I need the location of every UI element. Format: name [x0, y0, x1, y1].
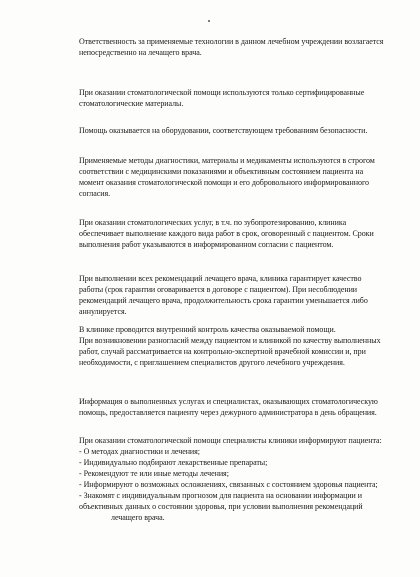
paragraph-line: аннулируется.	[79, 307, 127, 316]
paragraph-certified-materials	[79, 87, 407, 109]
paragraph-line: стоматологические материалы.	[79, 99, 184, 108]
list-item: - О методах диагностики и лечения;	[79, 447, 200, 456]
paragraph-equipment	[79, 125, 407, 136]
paragraph-work-terms	[79, 217, 407, 250]
paragraph-information	[79, 396, 407, 418]
scan-speck	[208, 20, 210, 22]
paragraph-line: обеспечивает выполнение каждого вида работ в срок, оговоренный с пациентом. Сроки	[79, 229, 374, 238]
paragraph-quality-control	[79, 324, 407, 368]
paragraph-line: непосредственно на лечащего врача.	[79, 48, 202, 57]
paragraph-line: В клинике проводится внутренний контроль качества оказываемой помощи.	[79, 325, 336, 334]
paragraph-line: рекомендаций лечащего врача, продолжительность срока гарантии уменьшается либо	[79, 296, 368, 305]
paragraph-line: При возникновении разногласий между пациентом и клиникой по качеству выполненных	[79, 336, 381, 345]
paragraph-line: помощь, предоставляется пациенту через дежурного администратора в день обращения.	[79, 408, 377, 417]
paragraph-line: необходимости, с приглашением специалистов другого лечебного учреждения.	[79, 358, 345, 367]
paragraph-line: работ, случай рассматривается на контрольно-экспертной врачебной комиссии и, при	[79, 347, 366, 356]
patient-information-block	[79, 435, 407, 523]
paragraph-line: момент оказания стоматологической помощи и его добровольного информированного	[79, 178, 369, 187]
paragraph-responsibility	[79, 36, 407, 58]
list-intro: При оказании стоматологической помощи специалисты клиники информируют пациента:	[79, 436, 382, 445]
list-item-continuation: объективных данных о состоянии здоровья, при условии выполнения рекомендаций	[79, 502, 363, 511]
paragraph-line: работы (срок гарантии оговаривается в договоре с пациентом). При несоблюдении	[79, 285, 358, 294]
list-item: - Информируют о возможных осложнениях, связанных с состоянием здоровья пациента;	[79, 480, 378, 489]
paragraph-line: Применяемые методы диагностики, материалы и медикаменты используются в строгом	[79, 156, 375, 165]
paragraph-line: При оказании стоматологических услуг, в т.ч. по зубопротезированию, клиника	[79, 218, 347, 227]
paragraph-line: Информация о выполненных услугах и специалистах, оказывающих стоматологическую	[79, 397, 378, 406]
paragraph-line: Помощь оказывается на оборудовании, соответствующем требованиям безопасности.	[79, 126, 368, 135]
list-item: - Индивидуально подбирают лекарственные препараты;	[79, 458, 268, 467]
paragraph-line: соответствии с медицинскими показаниями и объективным состоянием пациента на	[79, 167, 364, 176]
list-item: - Знакомят с индивидуальным прогнозом для пациента на основании информации и	[79, 491, 362, 500]
list-item-continuation: лечащего врача.	[111, 513, 165, 522]
paragraph-line: При выполнении всех рекомендаций лечащего врача, клиника гарантирует качество	[79, 274, 362, 283]
paragraph-line: согласия.	[79, 189, 111, 198]
list-item: - Рекомендуют те или иные методы лечения;	[79, 469, 229, 478]
paragraph-line: выполнения работ указываются в информированном согласии с пациентом.	[79, 240, 334, 249]
paragraph-line: Ответственность за применяемые технологии в данном лечебном учреждении возлагается	[79, 37, 384, 46]
paragraph-diagnostics	[79, 155, 407, 199]
paragraph-line: При оказании стоматологической помощи используются только сертифицированные	[79, 88, 365, 97]
paragraph-warranty	[79, 273, 407, 317]
